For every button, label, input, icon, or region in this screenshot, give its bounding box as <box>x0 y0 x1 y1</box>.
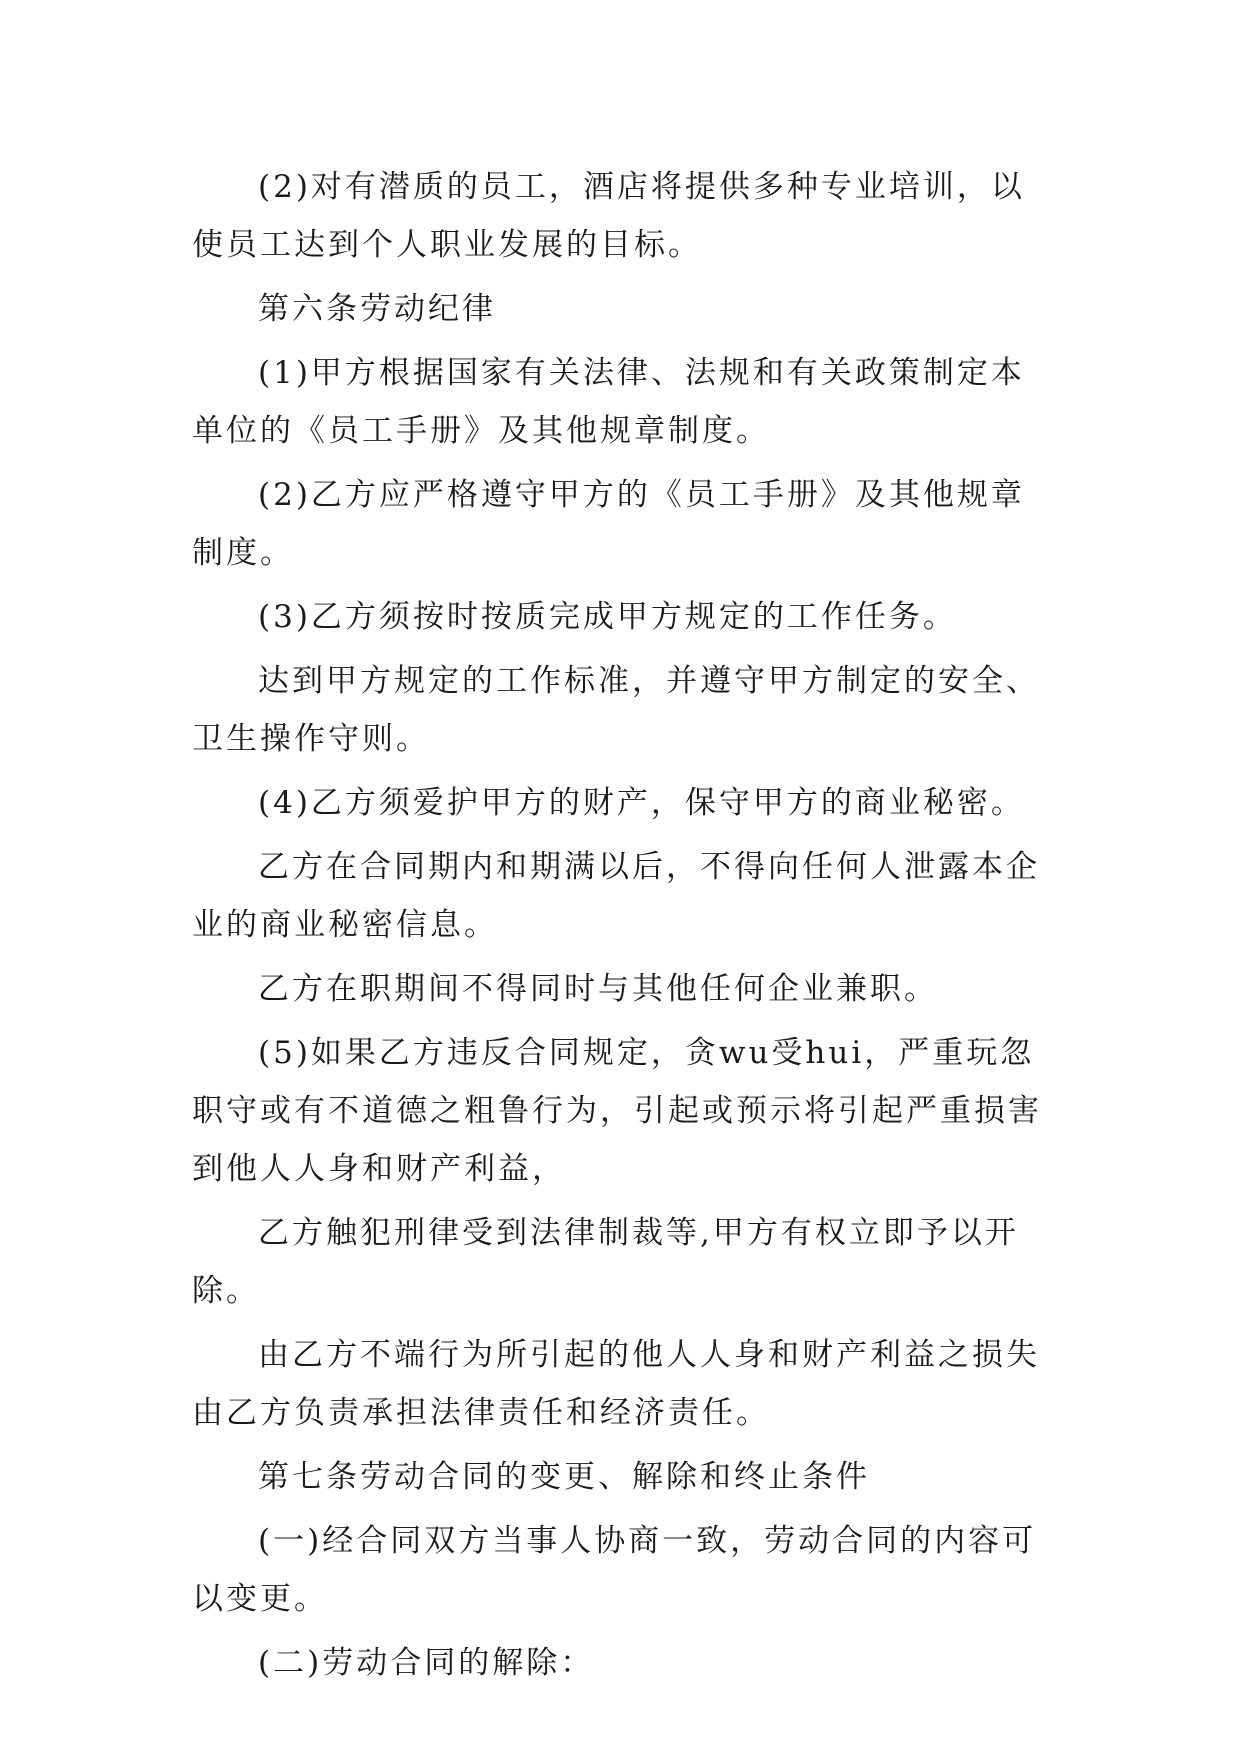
paragraph-training: (2)对有潜质的员工，酒店将提供多种专业培训，以使员工达到个人职业发展的目标。 <box>192 169 1025 263</box>
paragraph-work-standard: 达到甲方规定的工作标准，并遵守甲方制定的安全、卫生操作守则。 <box>192 663 1040 757</box>
paragraph-rules-4: (4)乙方须爱护甲方的财产，保守甲方的商业秘密。 <box>258 785 1025 821</box>
document-body <box>192 158 1052 1698</box>
paragraph-termination: (二)劳动合同的解除： <box>258 1645 595 1681</box>
paragraph-liability: 由乙方不端行为所引起的他人人身和财产利益之损失由乙方负责承担法律责任和经济责任。 <box>192 1337 1040 1431</box>
heading-article-six: 第六条劳动纪律 <box>258 291 496 327</box>
paragraph-rules-1: (1)甲方根据国家有关法律、法规和有关政策制定本单位的《员工手册》及其他规章制度。 <box>192 355 1025 449</box>
paragraph-no-part-time: 乙方在职期间不得同时与其他任何企业兼职。 <box>258 971 938 1007</box>
paragraph-rules-5: (5)如果乙方违反合同规定，贪wu受hui，严重玩忽职守或有不道德之粗鲁行为，引起或预示将引起严重损害到他人人身和财产利益， <box>192 1035 1042 1187</box>
heading-article-seven: 第七条劳动合同的变更、解除和终止条件 <box>258 1459 870 1495</box>
paragraph-rules-2: (2)乙方应严格遵守甲方的《员工手册》及其他规章制度。 <box>192 477 1025 571</box>
paragraph-rules-3: (3)乙方须按时按质完成甲方规定的工作任务。 <box>258 599 957 635</box>
paragraph-change: (一)经合同双方当事人协商一致，劳动合同的内容可以变更。 <box>192 1523 1037 1617</box>
paragraph-confidentiality: 乙方在合同期内和期满以后，不得向任何人泄露本企业的商业秘密信息。 <box>192 849 1040 943</box>
paragraph-dismissal: 乙方触犯刑律受到法律制裁等,甲方有权立即予以开除。 <box>192 1215 1019 1309</box>
